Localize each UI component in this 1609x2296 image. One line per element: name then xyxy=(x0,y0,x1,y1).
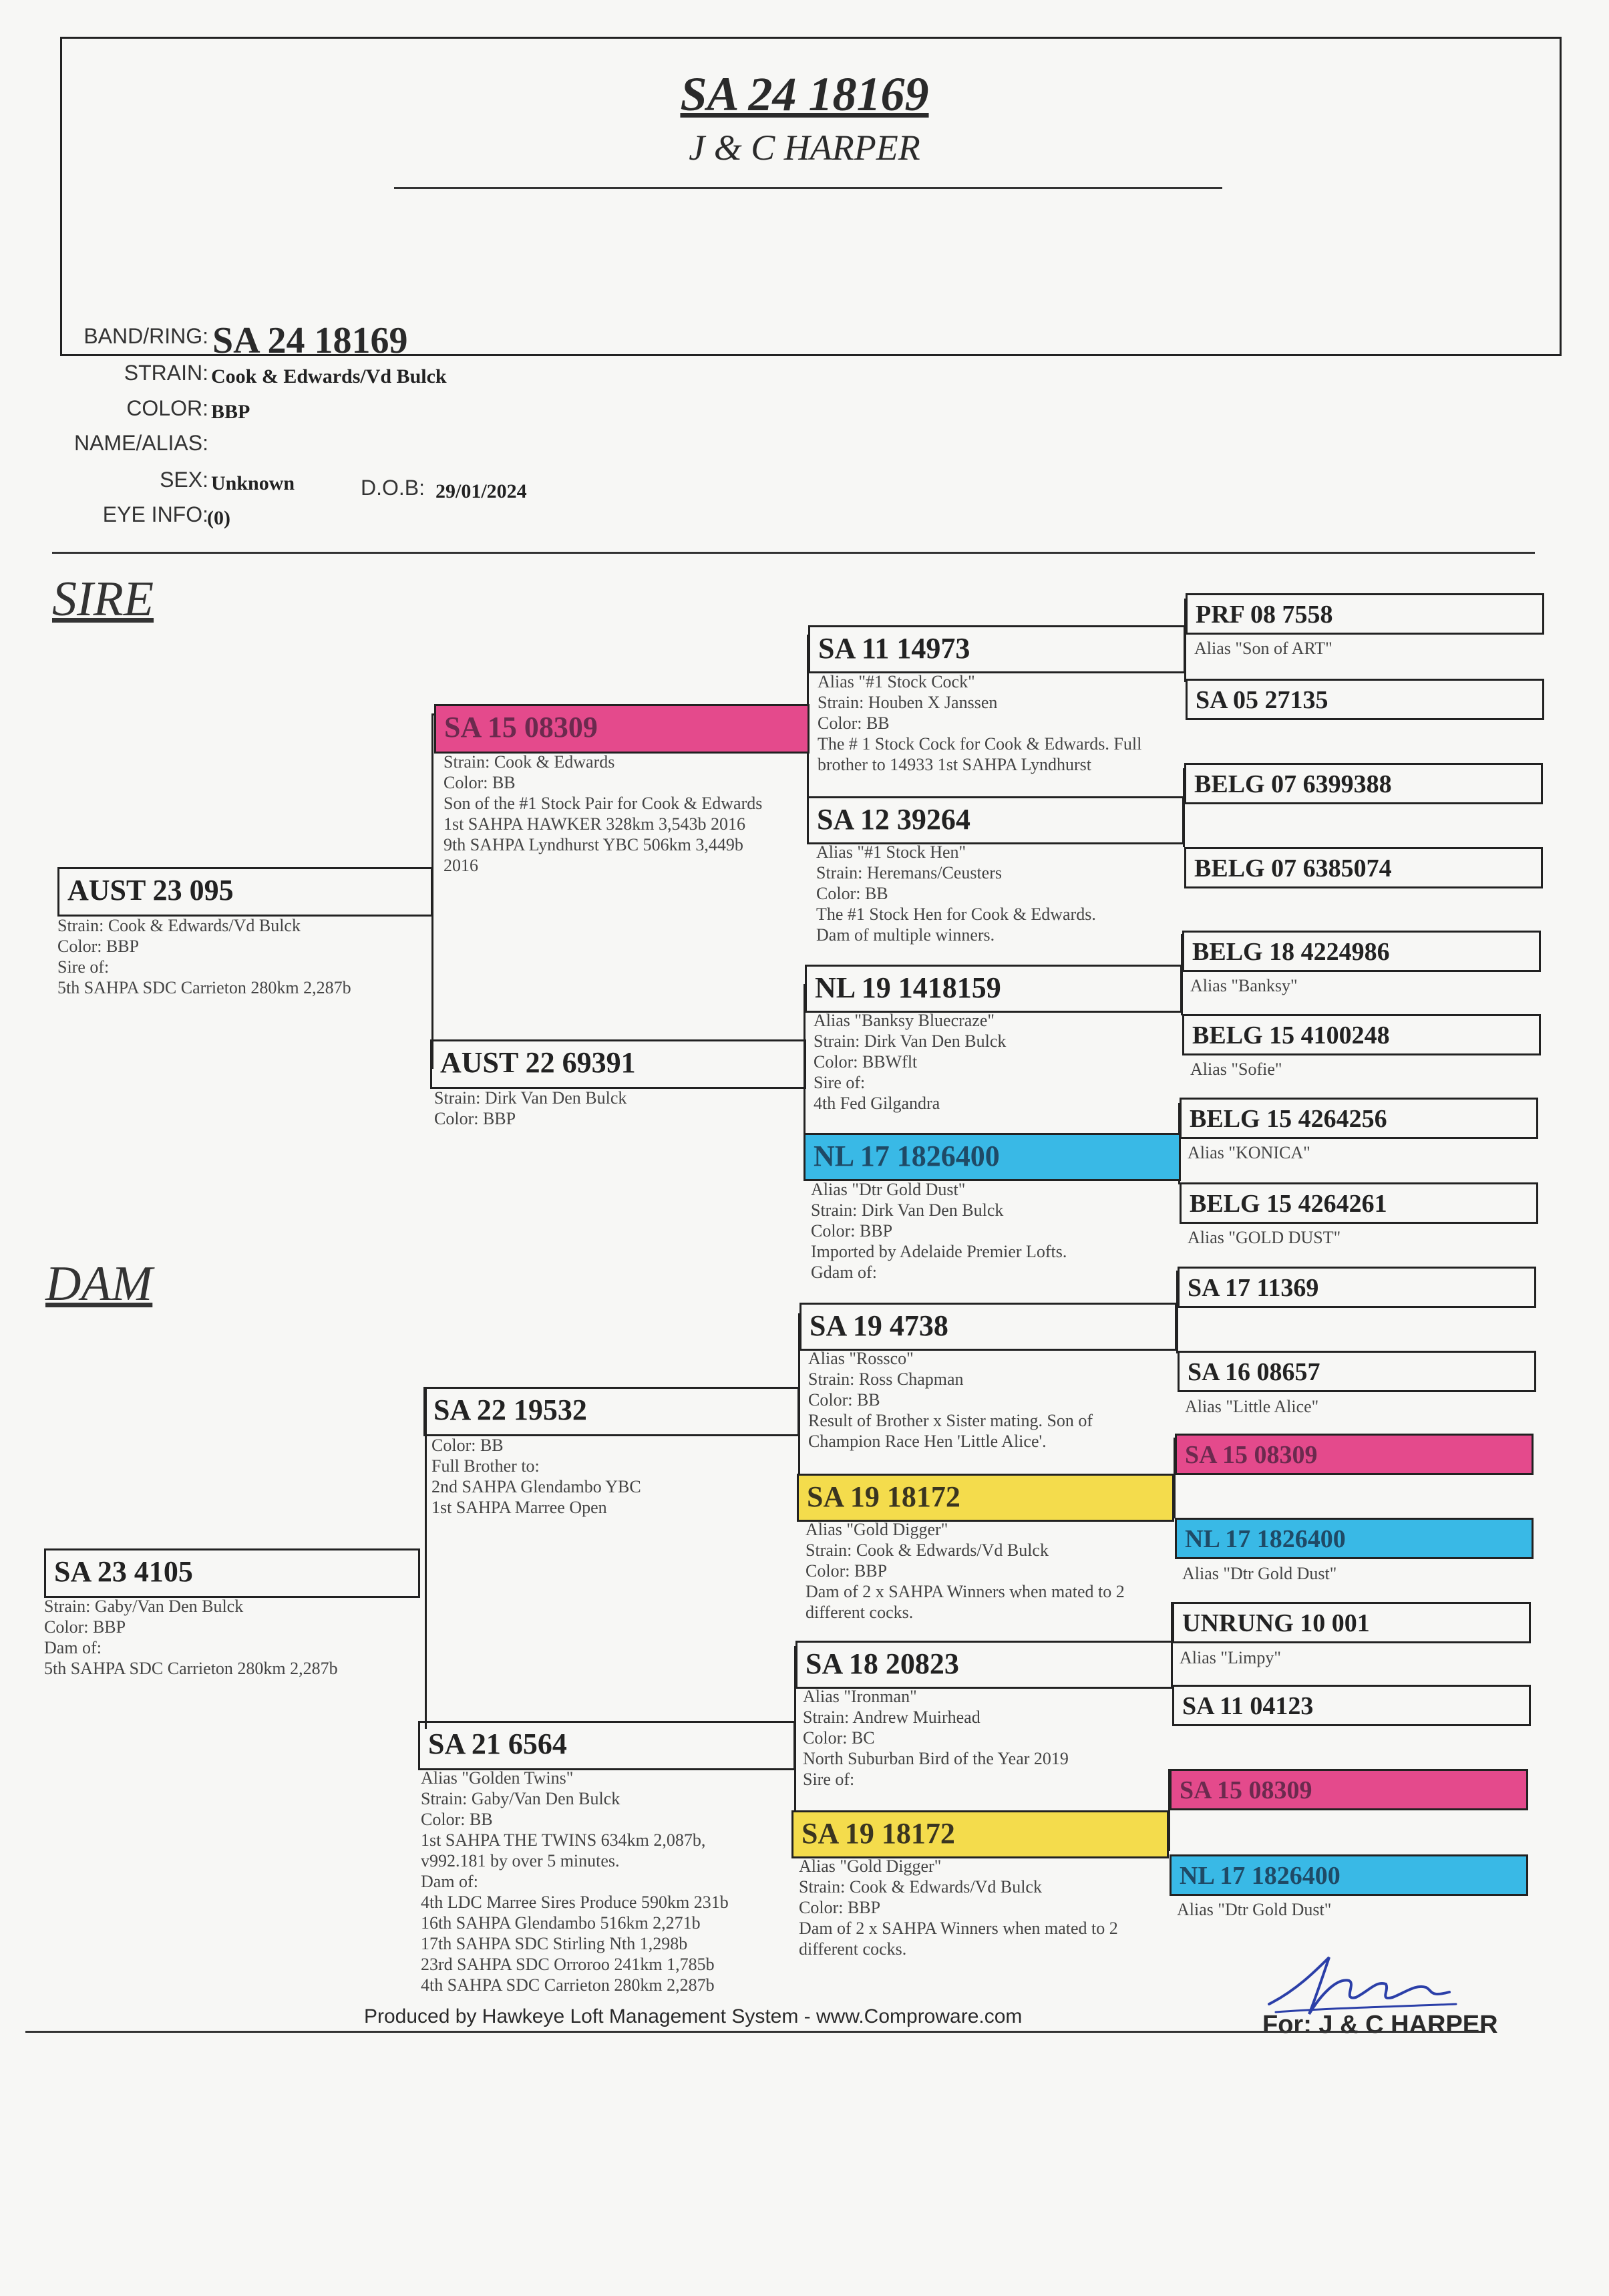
gen2-info xyxy=(443,752,762,876)
info-line: The # 1 Stock Cock for Cook & Edwards. Full xyxy=(818,734,1142,754)
info-line: Color: BC xyxy=(803,1728,875,1748)
info-line: Alias "#1 Stock Hen" xyxy=(816,842,966,862)
info-line: Color: BBP xyxy=(434,1109,516,1128)
info-line: Strain: Dirk Van Den Bulck xyxy=(814,1031,1007,1051)
gen3-box xyxy=(807,796,1184,844)
gen4-alias: Alias "Sofie" xyxy=(1190,1059,1282,1079)
sex-label: SEX: xyxy=(160,468,208,492)
info-line: Strain: Dirk Van Den Bulck xyxy=(434,1088,627,1108)
info-line: Alias "Ironman" xyxy=(803,1687,917,1706)
gen1-sire-box xyxy=(57,867,433,917)
info-line: North Suburban Bird of the Year 2019 xyxy=(803,1749,1069,1768)
strain-value: Cook & Edwards/Vd Bulck xyxy=(211,365,447,387)
info-line: different cocks. xyxy=(806,1603,914,1622)
gen4-box xyxy=(1184,847,1543,888)
info-line: 2nd SAHPA Glendambo YBC xyxy=(431,1477,641,1496)
gen3-info xyxy=(811,1179,1067,1283)
dam-heading: DAM xyxy=(45,1257,153,1311)
gen4-alias: Alias "Limpy" xyxy=(1180,1648,1281,1667)
info-line: Alias "Gold Digger" xyxy=(799,1856,942,1876)
gen4-box xyxy=(1178,1351,1536,1392)
info-line: Color: BBP xyxy=(57,937,140,956)
info-line: Sire of: xyxy=(57,957,110,977)
owner-name: J & C HARPER xyxy=(689,128,920,168)
gen3-box xyxy=(799,1303,1177,1351)
ring-number: SA 15 08309 xyxy=(1180,1776,1312,1804)
ring-number: BELG 15 4100248 xyxy=(1192,1021,1390,1049)
gen3-box xyxy=(797,1474,1174,1522)
ring-number: PRF 08 7558 xyxy=(1196,601,1333,629)
gen4-box xyxy=(1170,1769,1528,1810)
ring-number: SA 19 18172 xyxy=(801,1817,955,1850)
gen4-box xyxy=(1182,1014,1541,1055)
gen3-info xyxy=(803,1686,1069,1790)
ring-number: SA 22 19532 xyxy=(433,1393,587,1426)
connector xyxy=(425,1388,427,1729)
gen3-info xyxy=(818,671,1141,775)
ring-number: BELG 18 4224986 xyxy=(1192,938,1390,966)
ring-number: NL 17 1826400 xyxy=(1180,1862,1340,1890)
info-line: Dam of: xyxy=(44,1638,102,1657)
info-line: Gdam of: xyxy=(811,1263,877,1282)
info-line: Strain: Heremans/Ceusters xyxy=(816,863,1002,882)
footer-divider xyxy=(25,2031,1481,2033)
info-line: Son of the #1 Stock Pair for Cook & Edwards xyxy=(443,794,763,813)
gen3-info xyxy=(799,1856,1118,1959)
info-line: Strain: Gaby/Van Den Bulck xyxy=(44,1597,244,1616)
ring-number: SA 11 04123 xyxy=(1182,1692,1314,1720)
info-line: Color: BBWflt xyxy=(814,1052,918,1072)
name-label: NAME/ALIAS: xyxy=(74,431,208,455)
gen3-box xyxy=(803,1133,1181,1181)
ring-number: AUST 22 69391 xyxy=(440,1046,636,1079)
info-line: 4th SAHPA SDC Carrieton 280km 2,287b xyxy=(421,1975,715,1995)
footer-text: Produced by Hawkeye Loft Management System - www.Comproware.com xyxy=(364,2005,1023,2027)
sex-value: Unknown xyxy=(211,472,295,494)
info-line: Color: BB xyxy=(431,1436,504,1455)
info-line: 1st SAHPA Marree Open xyxy=(431,1498,607,1517)
signed-for: For: J & C HARPER xyxy=(1262,2011,1498,2039)
dob-label: D.O.B: xyxy=(361,476,425,500)
gen1-dam-info xyxy=(44,1596,338,1679)
ring-number: BELG 07 6385074 xyxy=(1194,854,1392,882)
info-line: Alias "Dtr Gold Dust" xyxy=(811,1180,966,1199)
gen4-alias: Alias "GOLD DUST" xyxy=(1188,1228,1341,1247)
ring-number: SA 23 4105 xyxy=(54,1555,193,1588)
info-line: brother to 14933 1st SAHPA Lyndhurst xyxy=(818,755,1092,774)
ring-number: SA 19 18172 xyxy=(807,1480,960,1513)
info-line: Color: BBP xyxy=(44,1617,126,1637)
gen4-alias: Alias "Son of ART" xyxy=(1194,639,1332,658)
gen3-box xyxy=(795,1641,1173,1689)
info-line: Sire of: xyxy=(814,1073,866,1092)
info-line: Strain: Cook & Edwards/Vd Bulck xyxy=(57,916,301,935)
gen2-info xyxy=(421,1768,729,1995)
ring-number: SA 15 08309 xyxy=(444,711,598,744)
gen1-dam-box xyxy=(44,1548,420,1598)
gen2-info xyxy=(431,1435,641,1518)
gen4-alias: Alias "KONICA" xyxy=(1188,1143,1310,1162)
info-line: Color: BB xyxy=(818,713,890,733)
info-line: Dam of 2 x SAHPA Winners when mated to 2 xyxy=(806,1582,1125,1601)
eye-label: EYE INFO: xyxy=(102,502,208,526)
gen2-box xyxy=(423,1387,799,1436)
ring-number: SA 12 39264 xyxy=(817,803,970,836)
gen4-box xyxy=(1186,679,1544,720)
info-line: 4th Fed Gilgandra xyxy=(814,1094,940,1113)
band-value: SA 24 18169 xyxy=(212,320,408,361)
ring-number: SA 17 11369 xyxy=(1188,1274,1319,1302)
gen3-info xyxy=(808,1348,1093,1452)
sire-heading: SIRE xyxy=(52,572,154,627)
info-line: Dam of multiple winners. xyxy=(816,925,995,945)
info-line: Dam of: xyxy=(421,1872,478,1891)
gen4-box xyxy=(1178,1267,1536,1308)
ring-number: UNRUNG 10 001 xyxy=(1182,1609,1370,1637)
info-line: Result of Brother x Sister mating. Son of xyxy=(808,1411,1093,1430)
info-line: v992.181 by over 5 minutes. xyxy=(421,1851,620,1870)
info-line: 5th SAHPA SDC Carrieton 280km 2,287b xyxy=(44,1659,338,1678)
info-line: Alias "Rossco" xyxy=(808,1349,914,1368)
gen2-box xyxy=(430,1039,806,1089)
gen2-box xyxy=(418,1721,795,1770)
page-title: SA 24 18169 xyxy=(680,67,929,121)
info-line: 4th LDC Marree Sires Produce 590km 231b xyxy=(421,1893,729,1912)
ring-number: BELG 07 6399388 xyxy=(1194,770,1392,798)
ring-number: SA 15 08309 xyxy=(1185,1441,1318,1469)
info-line: 5th SAHPA SDC Carrieton 280km 2,287b xyxy=(57,978,351,997)
info-line: The #1 Stock Hen for Cook & Edwards. xyxy=(816,905,1096,924)
gen3-box xyxy=(808,625,1186,673)
gen4-box xyxy=(1172,1685,1531,1726)
ring-number: SA 21 6564 xyxy=(428,1728,567,1760)
gen4-box xyxy=(1172,1602,1531,1643)
info-line: Full Brother to: xyxy=(431,1456,540,1476)
info-line: Color: BBP xyxy=(806,1561,888,1581)
info-line: Strain: Cook & Edwards/Vd Bulck xyxy=(799,1877,1042,1897)
ring-number: SA 19 4738 xyxy=(810,1309,948,1342)
info-line: Champion Race Hen 'Little Alice'. xyxy=(808,1432,1047,1451)
gen4-box xyxy=(1175,1518,1534,1559)
info-line: Strain: Dirk Van Den Bulck xyxy=(811,1200,1004,1220)
info-line: Strain: Ross Chapman xyxy=(808,1369,964,1389)
color-value: BBP xyxy=(211,401,250,423)
info-line: Strain: Houben X Janssen xyxy=(818,693,998,712)
gen4-box xyxy=(1184,763,1543,804)
ring-number: SA 16 08657 xyxy=(1188,1358,1320,1386)
info-line: Alias "#1 Stock Cock" xyxy=(818,672,975,691)
info-line: 17th SAHPA SDC Stirling Nth 1,298b xyxy=(421,1934,688,1953)
color-label: COLOR: xyxy=(126,396,208,420)
title-rule xyxy=(394,187,1222,189)
info-line: 9th SAHPA Lyndhurst YBC 506km 3,449b xyxy=(443,835,743,854)
ring-number: AUST 23 095 xyxy=(67,874,234,907)
band-label: BAND/RING: xyxy=(83,324,208,348)
info-line: Color: BBP xyxy=(799,1898,881,1917)
ring-number: NL 17 1826400 xyxy=(814,1140,1000,1172)
info-line: Color: BB xyxy=(421,1810,493,1829)
info-line: different cocks. xyxy=(799,1939,907,1959)
gen4-box xyxy=(1186,593,1544,635)
info-line: 2016 xyxy=(443,856,478,875)
gen4-alias: Alias "Banksy" xyxy=(1190,976,1298,995)
gen3-box xyxy=(791,1810,1169,1858)
info-line: 1st SAHPA HAWKER 328km 3,543b 2016 xyxy=(443,814,746,834)
gen4-alias: Alias "Dtr Gold Dust" xyxy=(1182,1564,1337,1583)
divider xyxy=(52,552,1535,554)
info-line: Color: BB xyxy=(816,884,888,903)
ring-number: NL 19 1418159 xyxy=(815,971,1001,1004)
gen4-box xyxy=(1170,1854,1528,1896)
gen3-info xyxy=(816,842,1096,945)
ring-number: SA 18 20823 xyxy=(806,1647,959,1680)
info-line: Color: BB xyxy=(808,1390,880,1410)
gen4-box xyxy=(1180,1182,1538,1224)
info-line: Color: BB xyxy=(443,773,516,792)
gen2-info xyxy=(434,1088,627,1129)
ring-number: BELG 15 4264261 xyxy=(1190,1190,1387,1218)
gen3-box xyxy=(805,965,1182,1013)
info-line: Strain: Gaby/Van Den Bulck xyxy=(421,1789,620,1808)
info-line: Imported by Adelaide Premier Lofts. xyxy=(811,1242,1067,1261)
gen4-alias: Alias "Dtr Gold Dust" xyxy=(1177,1900,1332,1919)
dob-value: 29/01/2024 xyxy=(435,480,527,502)
info-line: Strain: Cook & Edwards xyxy=(443,752,615,772)
info-line: 1st SAHPA THE TWINS 634km 2,087b, xyxy=(421,1830,706,1850)
info-line: Strain: Cook & Edwards/Vd Bulck xyxy=(806,1540,1049,1560)
info-line: Alias "Golden Twins" xyxy=(421,1768,574,1788)
info-line: 23rd SAHPA SDC Orroroo 241km 1,785b xyxy=(421,1955,715,1974)
info-line: Color: BBP xyxy=(811,1221,893,1241)
info-line: Sire of: xyxy=(803,1770,855,1789)
gen4-box xyxy=(1182,931,1541,972)
ring-number: SA 11 14973 xyxy=(818,632,970,665)
ring-number: BELG 15 4264256 xyxy=(1190,1105,1387,1133)
info-line: Strain: Andrew Muirhead xyxy=(803,1707,980,1727)
gen4-alias: Alias "Little Alice" xyxy=(1185,1397,1319,1416)
info-line: Dam of 2 x SAHPA Winners when mated to 2 xyxy=(799,1919,1118,1938)
gen3-info xyxy=(814,1010,1006,1114)
eye-value: (0) xyxy=(207,507,230,529)
info-line: 16th SAHPA Glendambo 516km 2,271b xyxy=(421,1913,701,1933)
info-line: Alias "Banksy Bluecraze" xyxy=(814,1011,995,1030)
gen1-sire-info xyxy=(57,915,351,998)
gen3-info xyxy=(806,1519,1125,1623)
gen2-box xyxy=(434,704,810,754)
gen4-box xyxy=(1175,1434,1534,1475)
info-line: Alias "Gold Digger" xyxy=(806,1520,948,1539)
ring-number: NL 17 1826400 xyxy=(1185,1525,1346,1553)
strain-label: STRAIN: xyxy=(124,361,208,385)
gen4-box xyxy=(1180,1098,1538,1139)
ring-number: SA 05 27135 xyxy=(1196,686,1328,714)
